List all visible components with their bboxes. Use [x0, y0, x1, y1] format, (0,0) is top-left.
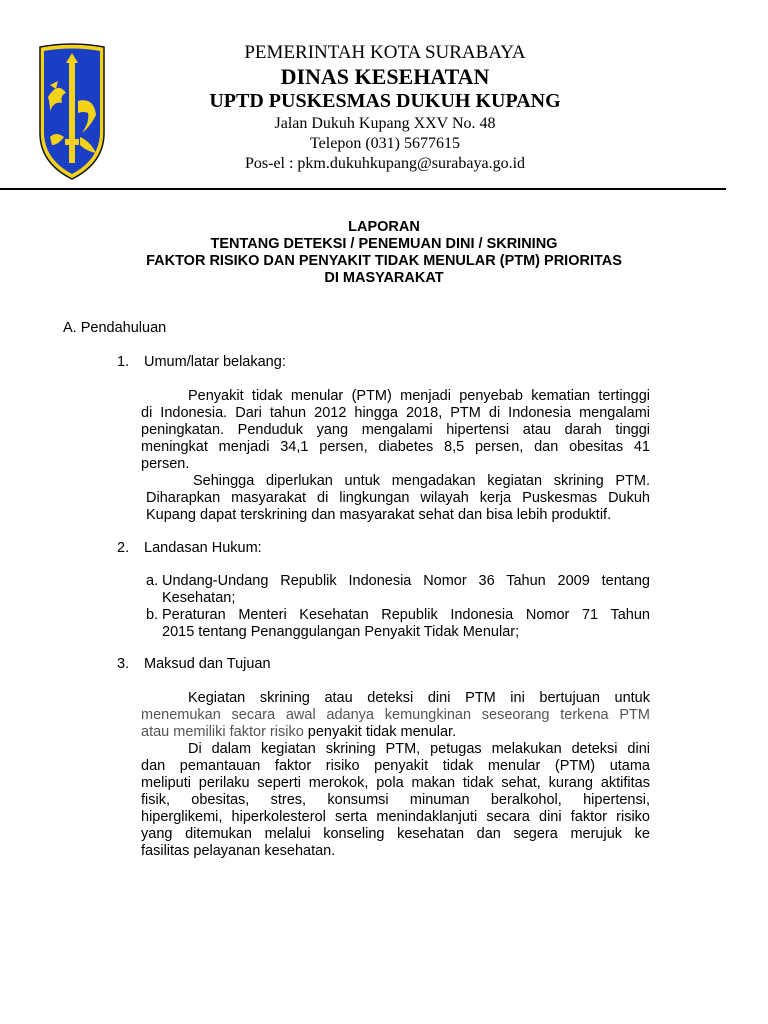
header-department: DINAS KESEHATAN — [280, 64, 490, 89]
list-marker: b. — [146, 607, 159, 623]
title-line-4: DI MASYARAKAT — [324, 270, 444, 286]
background-paragraph-1 — [141, 388, 650, 473]
background-paragraph-2 — [141, 473, 650, 524]
item-3-label: Maksud dan Tujuan — [144, 656, 271, 672]
text-line: hiperglikemi, hiperkolesterol serta menindaklanjuti secara dini faktor risiko — [141, 809, 650, 825]
text-line: meliputi perilaku seperti merokok, pola makan tidak sehat, kurang aktifitas — [141, 775, 650, 791]
text-line: Di dalam kegiatan skrining PTM, petugas melakukan deteksi dini — [188, 741, 650, 757]
text-line: 2015 tentang Penanggulangan Penyakit Tidak Menular; — [162, 624, 520, 640]
text-line: yang ditemukan melalui konseling kesehatan dan segera merujuk ke — [141, 826, 650, 842]
text-line: persen. — [141, 456, 190, 472]
title-line-1: LAPORAN — [348, 219, 420, 235]
header-government: PEMERINTAH KOTA SURABAYA — [244, 42, 526, 63]
title-line-2: TENTANG DETEKSI / PENEMUAN DINI / SKRINING — [210, 236, 558, 252]
purpose-paragraph-1 — [141, 690, 650, 741]
header-email: Pos-el : pkm.dukuhkupang@surabaya.go.id — [244, 155, 526, 172]
text-line: Penyakit tidak menular (PTM) menjadi penyebab kematian tertinggi — [188, 388, 650, 404]
section-a-heading: A. Pendahuluan — [63, 320, 167, 336]
text-line: Peraturan Menteri Kesehatan Republik Indonesia Nomor 71 Tahun — [162, 607, 650, 623]
list-item — [146, 607, 650, 641]
text-line: Kupang dapat terskrining dan masyarakat sehat dan bisa lebih produktif. — [146, 507, 612, 523]
item-1-number: 1. — [117, 354, 130, 370]
report-title — [40, 219, 728, 287]
item-2-number: 2. — [117, 540, 130, 556]
text-line: Sehingga diperlukan untuk mengadakan kegiatan skrining PTM. — [193, 473, 650, 489]
legal-basis-list — [146, 573, 650, 641]
text-line: fisik, obesitas, stres, konsumsi minuman beralkohol, hipertensi, — [141, 792, 650, 808]
list-marker: a. — [146, 573, 159, 589]
text-line — [141, 724, 650, 741]
header-phone: Telepon (031) 5677615 — [310, 135, 460, 152]
text-line: meningkat menjadi 34,1 persen, diabetes 8,5 persen, dan obesitas 41 — [141, 439, 650, 455]
text-line: menemukan secara awal adanya kemungkinan seseorang terkena PTM — [141, 707, 650, 723]
text-line: di Indonesia. Dari tahun 2012 hingga 2018, PTM di Indonesia mengalami — [141, 405, 650, 421]
header-address: Jalan Dukuh Kupang XXV No. 48 — [274, 115, 496, 132]
text-span: penyakit tidak menular. — [303, 724, 457, 740]
header-unit: UPTD PUSKESMAS DUKUH KUPANG — [209, 90, 561, 112]
list-item — [146, 573, 650, 607]
text-line: Diharapkan masyarakat di lingkungan wilayah kerja Puskesmas Dukuh — [146, 490, 650, 506]
title-line-3: FAKTOR RISIKO DAN PENYAKIT TIDAK MENULAR (PTM) PRIORITAS — [146, 253, 622, 269]
text-line: fasilitas pelayanan kesehatan. — [141, 843, 336, 859]
header-divider — [0, 188, 726, 190]
purpose-paragraph-2 — [141, 741, 650, 860]
text-line: peningkatan. Penduduk yang mengalami hipertensi atau darah tinggi — [141, 422, 650, 438]
text-line: Kesehatan; — [162, 590, 236, 606]
item-3-number: 3. — [117, 656, 130, 672]
surabaya-city-crest-icon — [38, 41, 106, 181]
item-1-label: Umum/latar belakang: — [144, 354, 286, 370]
text-span: atau memiliki faktor risiko — [141, 724, 304, 740]
text-line: Kegiatan skrining atau deteksi dini PTM ini bertujuan untuk — [188, 690, 650, 706]
text-line: Undang-Undang Republik Indonesia Nomor 36 Tahun 2009 tentang — [162, 573, 650, 589]
item-2-label: Landasan Hukum: — [144, 540, 262, 556]
text-line: dan pemantauan faktor risiko penyakit tidak menular (PTM) utama — [141, 758, 650, 774]
